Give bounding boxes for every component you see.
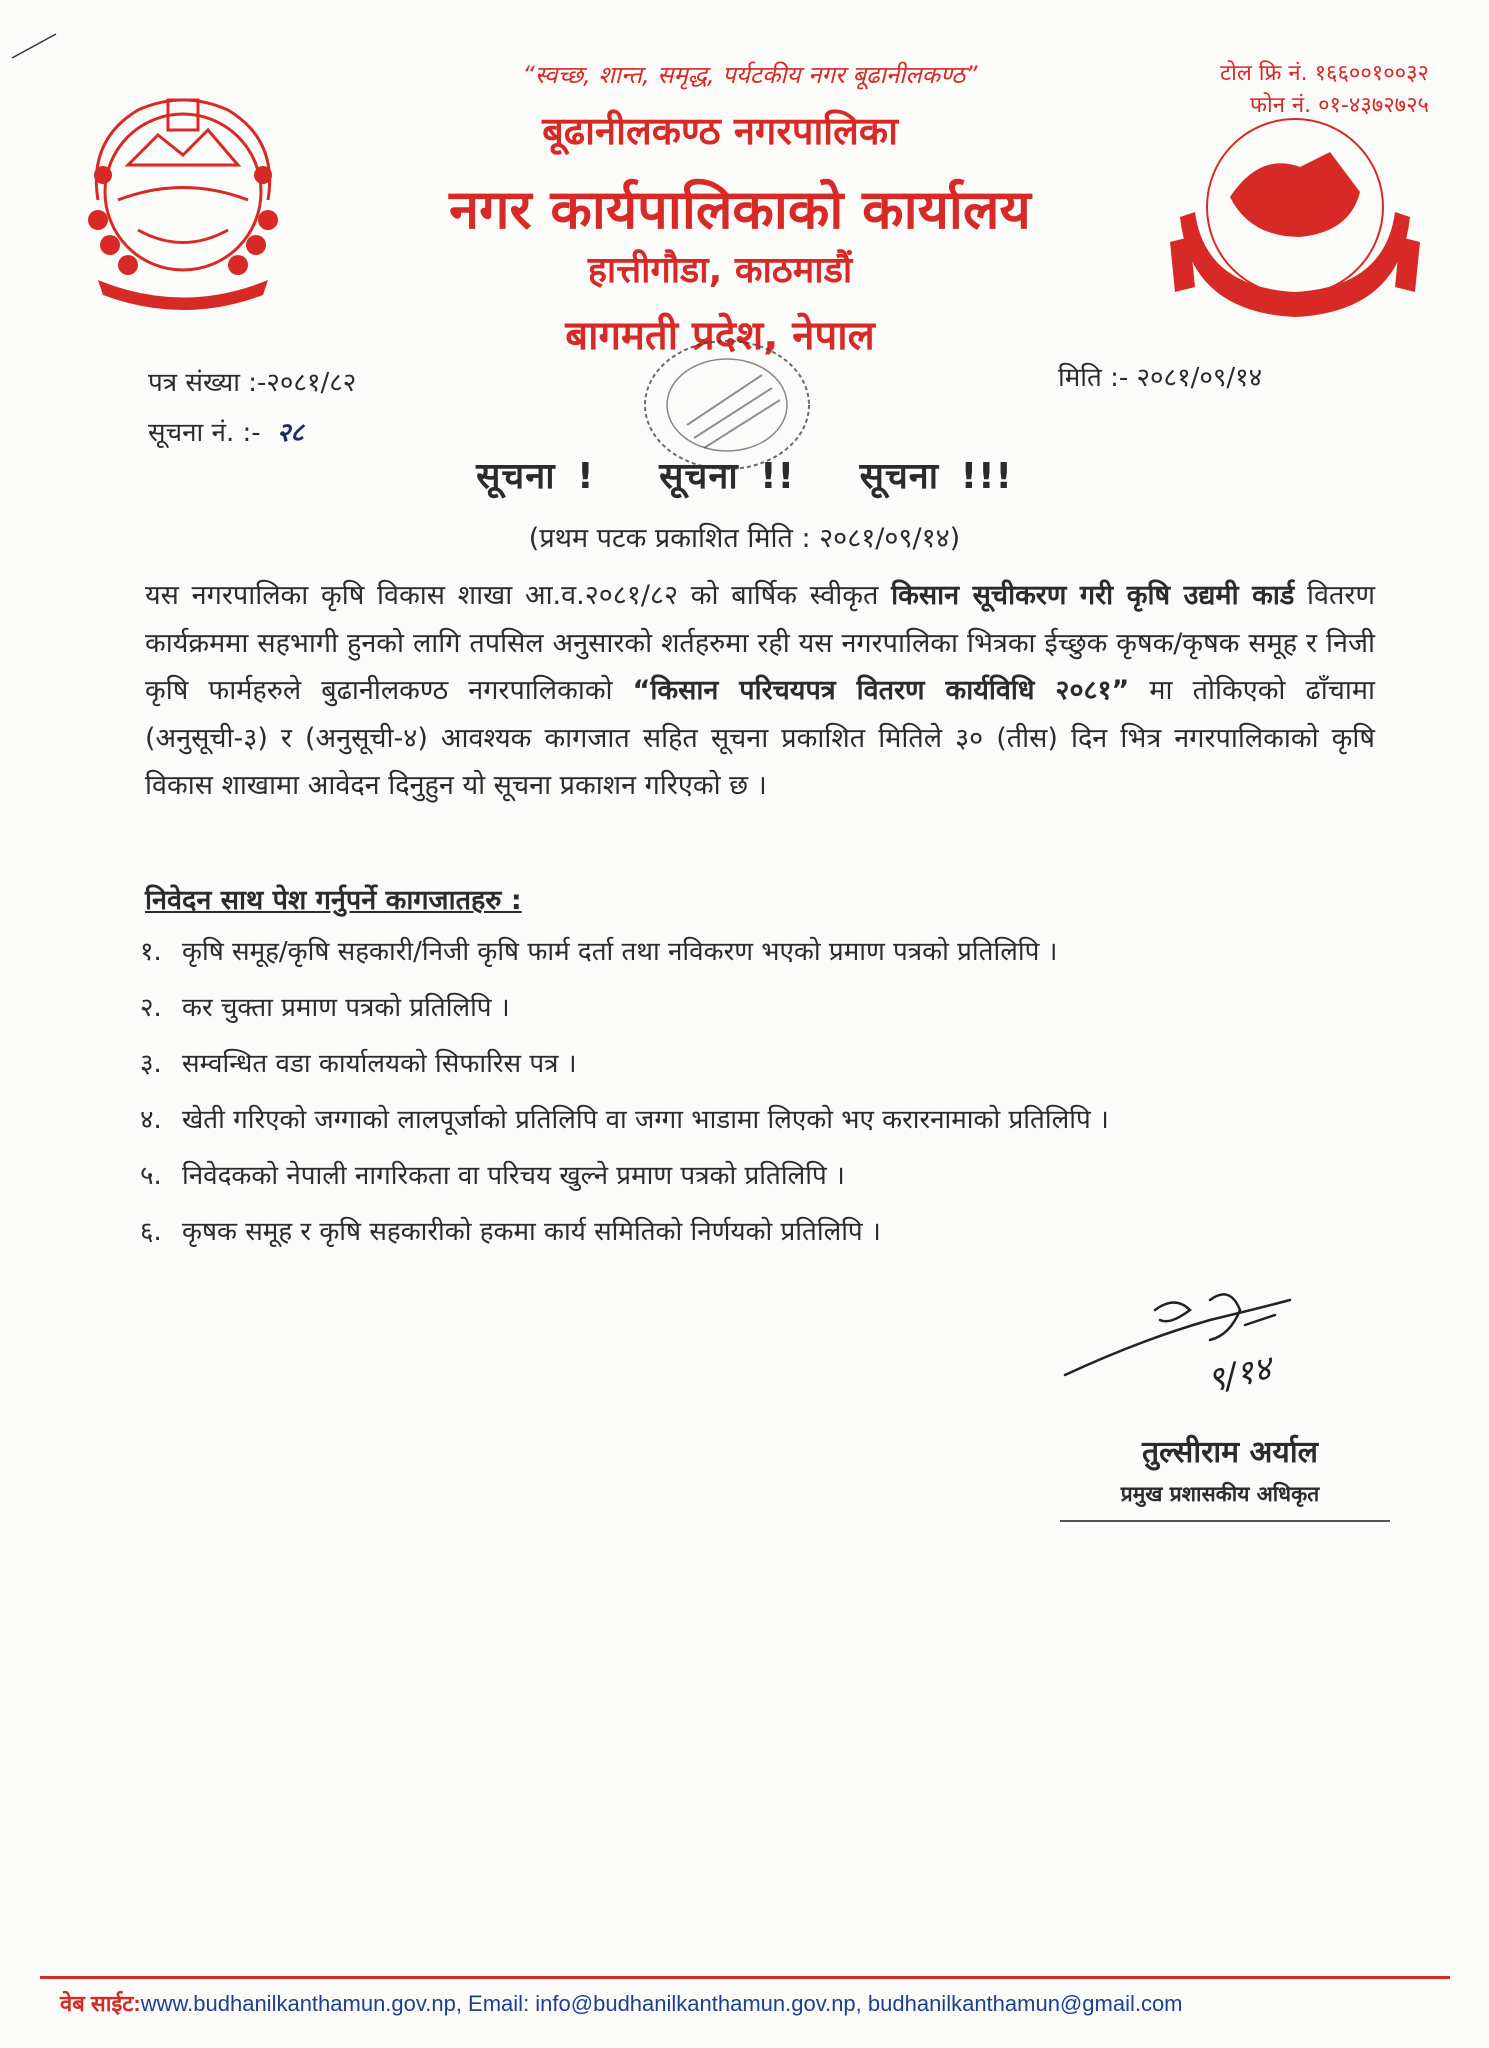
- documents-heading: निवेदन साथ पेश गर्नुपर्ने कागजातहरु :: [145, 885, 522, 916]
- body-highlight-2: “किसान परिचयपत्र वितरण कार्यविधि २०८१”: [632, 675, 1130, 706]
- list-item-number: ५.: [140, 1161, 162, 1191]
- list-item-number: ४.: [140, 1105, 162, 1135]
- list-item-text: कृषि समूह/कृषि सहकारी/निजी कृषि फार्म दर्ता तथा नविकरण भएको प्रमाण पत्रको प्रतिलिपि ।: [182, 937, 1058, 967]
- reference-block: [148, 358, 356, 458]
- documents-list: [140, 930, 1400, 1266]
- list-item: [140, 1042, 1400, 1086]
- notice-body: [145, 572, 1375, 810]
- list-item: [140, 930, 1400, 974]
- signatory-designation: प्रमुख प्रशासकीय अधिकृत: [1120, 1482, 1320, 1506]
- list-item-text: खेती गरिएको जग्गाको लालपूर्जाको प्रतिलिपि वा जग्गा भाडामा लिएको भए करारनामाको प्रतिलिपि ।: [182, 1105, 1109, 1135]
- province-line: बागमती प्रदेश, नेपाल: [565, 313, 875, 359]
- notice-number-label: सूचना नं. :-: [148, 418, 261, 448]
- signature-rule: [1060, 1520, 1390, 1522]
- signature-date: ९/१४: [1203, 1348, 1275, 1401]
- office-address: हात्तीगौडा, काठमाडौं: [587, 250, 853, 291]
- budhanilkantha-municipality-logo-icon: [1170, 112, 1420, 332]
- nepal-government-emblem-icon: [58, 80, 308, 310]
- body-highlight-1: किसान सूचीकरण गरी कृषि उद्यमी कार्ड: [891, 580, 1295, 611]
- list-item-text: निवेदकको नेपाली नागरिकता वा परिचय खुल्ने प्रमाण पत्रको प्रतिलिपि ।: [182, 1161, 845, 1191]
- footer-divider: [40, 1976, 1450, 1979]
- notice-number-value: २८: [276, 418, 304, 448]
- list-item: [140, 1154, 1400, 1198]
- signature-icon: [1060, 1280, 1360, 1410]
- toll-free-number: टोल फ्रि नं. १६६००१००३२: [1220, 61, 1429, 86]
- pen-mark-icon: [10, 30, 60, 60]
- list-item: [140, 1210, 1400, 1254]
- list-item-text: कृषक समूह र कृषि सहकारीको हकमा कार्य समितिको निर्णयको प्रतिलिपि ।: [182, 1217, 881, 1247]
- list-item-text: सम्वन्धित वडा कार्यालयको सिफारिस पत्र ।: [182, 1049, 577, 1079]
- letter-number: पत्र संख्या :-२०८१/८२: [148, 368, 357, 398]
- list-item-number: १.: [140, 937, 162, 967]
- footer-text: www.budhanilkanthamun.gov.np, Email: info@budhanilkanthamun.gov.np, budhanilkanthamun@gmail.com: [140, 1991, 1183, 2016]
- publication-date: (प्रथम पटक प्रकाशित मिति : २०८१/०९/१४): [528, 523, 961, 554]
- list-item: [140, 1098, 1400, 1142]
- footer-label: वेब साईट:: [60, 1991, 141, 2016]
- office-name: नगर कार्यपालिकाको कार्यालय: [449, 178, 1031, 241]
- list-item-number: ६.: [140, 1217, 162, 1247]
- list-item-number: ३.: [140, 1049, 162, 1079]
- list-item: [140, 986, 1400, 1030]
- notice-title: सूचना ! सूचना !! सूचना !!!: [476, 456, 1013, 497]
- signatory-name: तुल्सीराम अर्याल: [1142, 1435, 1318, 1470]
- phone-number: फोन नं. ०१-४३७२७२५: [1250, 93, 1429, 118]
- list-item-text: कर चुक्ता प्रमाण पत्रको प्रतिलिपि ।: [182, 993, 510, 1023]
- footer-contact: [60, 1988, 1460, 2018]
- municipality-slogan: “स्वच्छ, शान्त, समृद्ध, पर्यटकीय नगर बूढानीलकण्ठ”: [522, 61, 978, 89]
- list-item-number: २.: [140, 993, 162, 1023]
- body-text-2: वितरण कार्यक्रममा सहभागी हुनको लागि तपसिल अनुसारको शर्तहरुमा रही यस नगरपालिका भित्रका ईच्छुक कृषक/कृषक समूह र निजी कृषि फार्महरुले बुढानीलकण्ठ नगरपालिकाको: [145, 580, 1375, 706]
- municipality-name: बूढानीलकण्ठ नगरपालिका: [542, 109, 898, 153]
- body-text-1: यस नगरपालिका कृषि विकास शाखा आ.व.२०८१/८२ को बार्षिक स्वीकृत: [145, 580, 892, 611]
- letter-date: मिति :- २०८१/०९/१४: [1058, 363, 1263, 393]
- body-text-3: मा तोकिएको ढाँचामा (अनुसूची-३) र (अनुसूची-४) आवश्यक कागजात सहित सूचना प्रकाशित मितिले ३० (तीस) दिन भित्र नगरपालिकाको कृषि विकास शाखामा आवेदन दिनुहुन यो सूचना प्रकाशन गरिएको छ ।: [145, 675, 1375, 801]
